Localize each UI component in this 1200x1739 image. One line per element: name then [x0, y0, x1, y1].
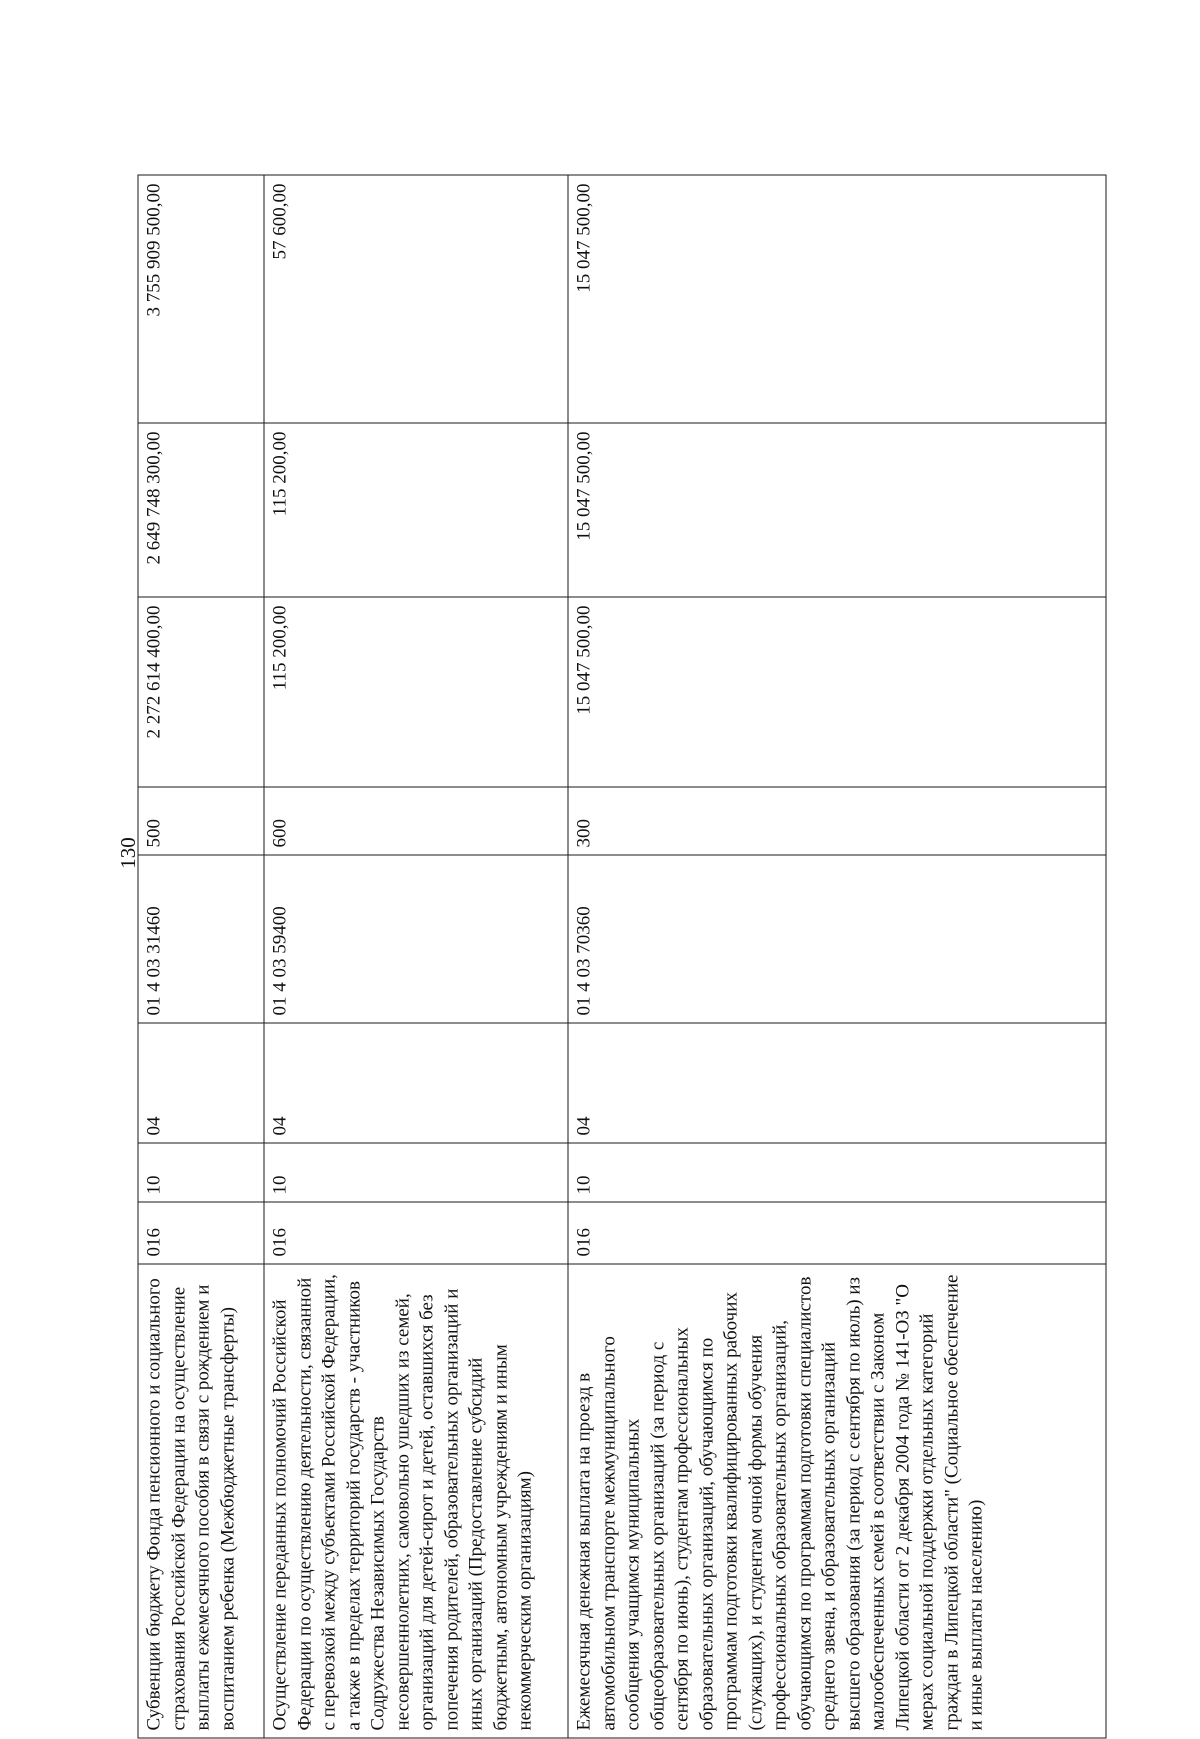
target-article-code: 01 4 03 31460: [138, 855, 264, 1023]
amount-year-1: 115 200,00: [264, 597, 568, 787]
budget-table-container: [138, 176, 1106, 1739]
amount-year-2: 115 200,00: [264, 423, 568, 597]
subsection-code: 04: [138, 1023, 264, 1143]
amount-year-1: 2 272 614 400,00: [138, 597, 264, 787]
subsection-code: 04: [264, 1023, 568, 1143]
page-number: 130: [116, 837, 140, 869]
section-code: 10: [138, 1143, 264, 1202]
amount-year-3: 57 600,00: [264, 175, 568, 423]
expense-type-code: 300: [568, 787, 1106, 855]
subsection-code: 04: [568, 1023, 1106, 1143]
row-description: Ежемесячная денежная выплата на проезд в автомобильном транспорте межмуниципального сообщения учащимся муниципальных общеобразовательных организаций (за период с сентября по июнь), студентам профессиональных образовательных организаций, обучающимся по программам подготовки квалифицированных рабочих (служащих), и студентам очной формы обучения профессиональных образовательных организаций, обучающимся по программам подготовки специалистов среднего звена, и образовательных организаций высшего образования (за период с сентября по июль) из малообеспеченных семей в соответствии с Законом Липецкой области от 2 декабря 2004 года № 141-ОЗ "О мерах социальной поддержки отдельных категорий граждан в Липецкой области" (Социальное обеспечение и иные выплаты населению): [568, 1264, 1106, 1738]
amount-year-1: 15 047 500,00: [568, 597, 1106, 787]
row-description: Субвенции бюджету Фонда пенсионного и социального страхования Российской Федерации на осуществление выплаты ежемесячного пособия в связи с рождением и воспитанием ребенка (Межбюджетные трансферты): [138, 1264, 264, 1738]
budget-table: [138, 175, 1107, 1739]
amount-year-3: 15 047 500,00: [568, 175, 1106, 423]
ministry-code: 016: [264, 1202, 568, 1264]
section-code: 10: [568, 1143, 1106, 1202]
target-article-code: 01 4 03 59400: [264, 855, 568, 1023]
table-row: [568, 175, 1106, 1738]
row-description: Осуществление переданных полномочий Российской Федерации по осуществлению деятельности, связанной с перевозкой между субъектами Российской Федерации, а также в пределах территорий государств - участников Содружества Независимых Государств несовершеннолетних, самовольно ушедших из семей, организаций для детей-сирот и детей, оставшихся без попечения родителей, образовательных организаций и иных организаций (Предоставление субсидий бюджетным, автономным учреждениям и иным некоммерческим организациям): [264, 1264, 568, 1738]
amount-year-2: 2 649 748 300,00: [138, 423, 264, 597]
expense-type-code: 600: [264, 787, 568, 855]
ministry-code: 016: [138, 1202, 264, 1264]
section-code: 10: [264, 1143, 568, 1202]
table-row: [138, 175, 264, 1738]
expense-type-code: 500: [138, 787, 264, 855]
amount-year-2: 15 047 500,00: [568, 423, 1106, 597]
table-row: [264, 175, 568, 1738]
target-article-code: 01 4 03 70360: [568, 855, 1106, 1023]
amount-year-3: 3 755 909 500,00: [138, 175, 264, 423]
ministry-code: 016: [568, 1202, 1106, 1264]
